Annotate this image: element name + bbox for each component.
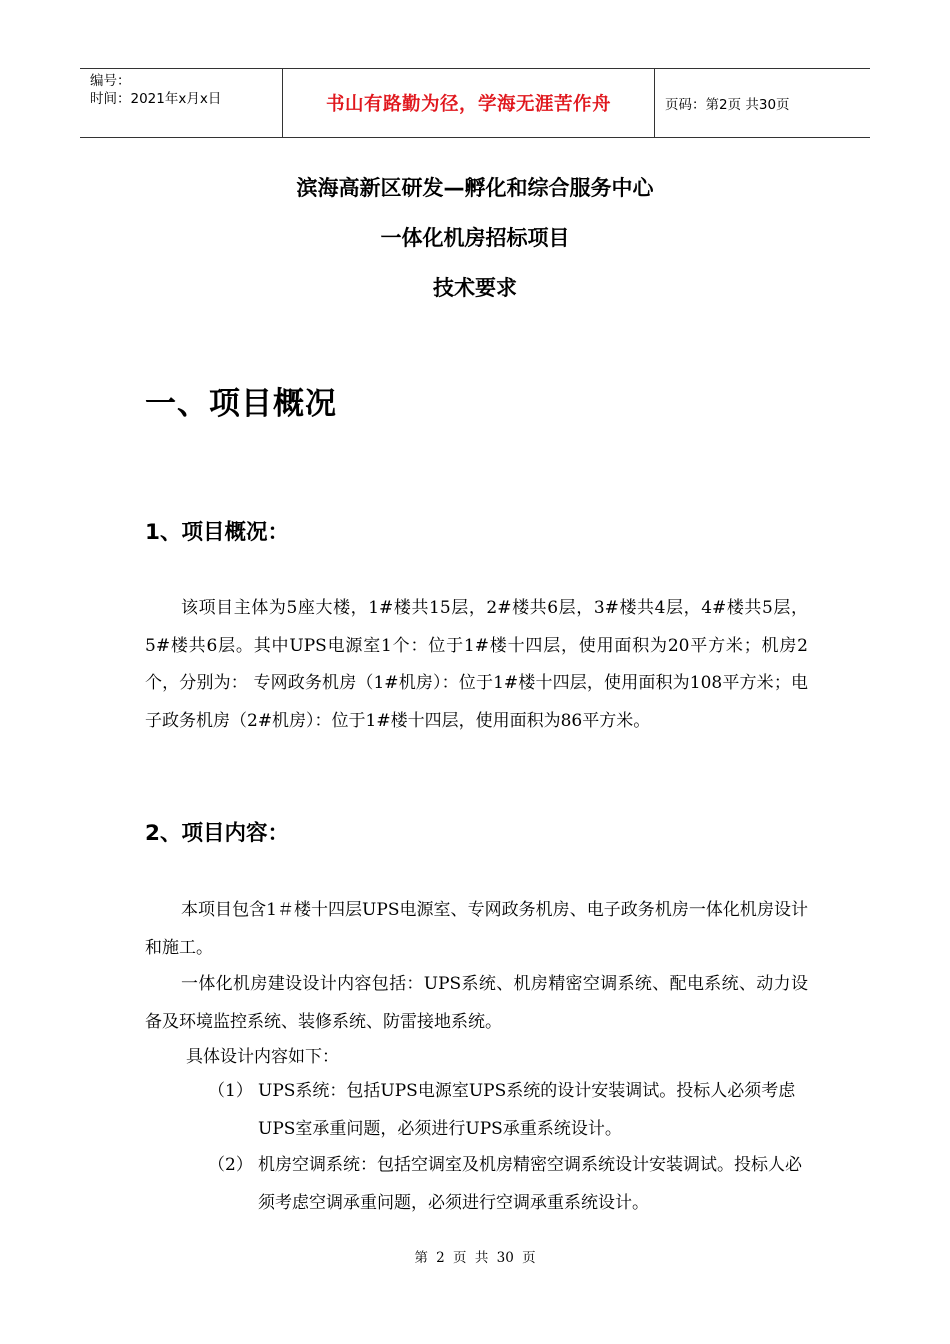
header-meta <box>80 69 282 137</box>
list-item-number: （2） <box>208 1155 253 1175</box>
document-title-line3: 技术要求 <box>433 276 517 300</box>
section-heading: 一、项目概况 <box>145 386 337 422</box>
overview-paragraph: 该项目主体为5座大楼，1#楼共15层，2#楼共6层，3#楼共4层，4#楼共5层，5#楼共6层。其中UPS电源室1个：位于1#楼十四层，使用面积为20平方米；机房2个，分别为： 专网政务机房（1#机房）：位于1#楼十四层，使用面积为108平方米；电子政务机房（2#机房）：位于1#楼十四层，使用面积为86平方米。 <box>145 598 808 731</box>
content-paragraph-2: 一体化机房建设设计内容包括：UPS系统、机房精密空调系统、配电系统、动力设备及环境监控系统、装修系统、防雷接地系统。 <box>145 974 808 1032</box>
header-motto: 书山有路勤为径，学海无涯苦作舟 <box>282 69 655 137</box>
date-label: 时间：2021年x月x日 <box>90 91 222 107</box>
list-item <box>208 1073 808 1148</box>
list-item-text: 机房空调系统：包括空调室及机房精密空调系统设计安装调试。投标人必须考虑空调承重问题，必须进行空调承重系统设计。 <box>258 1155 802 1213</box>
header-page-code: 页码：第2页 共30页 <box>665 97 790 113</box>
page-header <box>80 68 870 138</box>
list-item-text: UPS系统：包括UPS电源室UPS系统的设计安装调试。投标人必须考虑UPS室承重问题，必须进行UPS承重系统设计。 <box>258 1081 796 1139</box>
list-item-number: （1） <box>208 1081 253 1101</box>
design-intro: 具体设计内容如下： <box>186 1047 339 1067</box>
page-footer: 第 2 页 共 30 页 <box>414 1250 536 1266</box>
document-title-line1: 滨海高新区研发—孵化和综合服务中心 <box>296 176 654 200</box>
document-title-line2: 一体化机房招标项目 <box>380 226 570 250</box>
list-item <box>208 1147 808 1222</box>
subsection-heading-overview: 1、项目概况： <box>145 520 289 545</box>
serial-label: 编号： <box>90 73 131 89</box>
content-paragraph-1: 本项目包含1＃楼十四层UPS电源室、专网政务机房、电子政务机房一体化机房设计和施工。 <box>145 900 808 958</box>
subsection-heading-content: 2、项目内容： <box>145 821 289 846</box>
